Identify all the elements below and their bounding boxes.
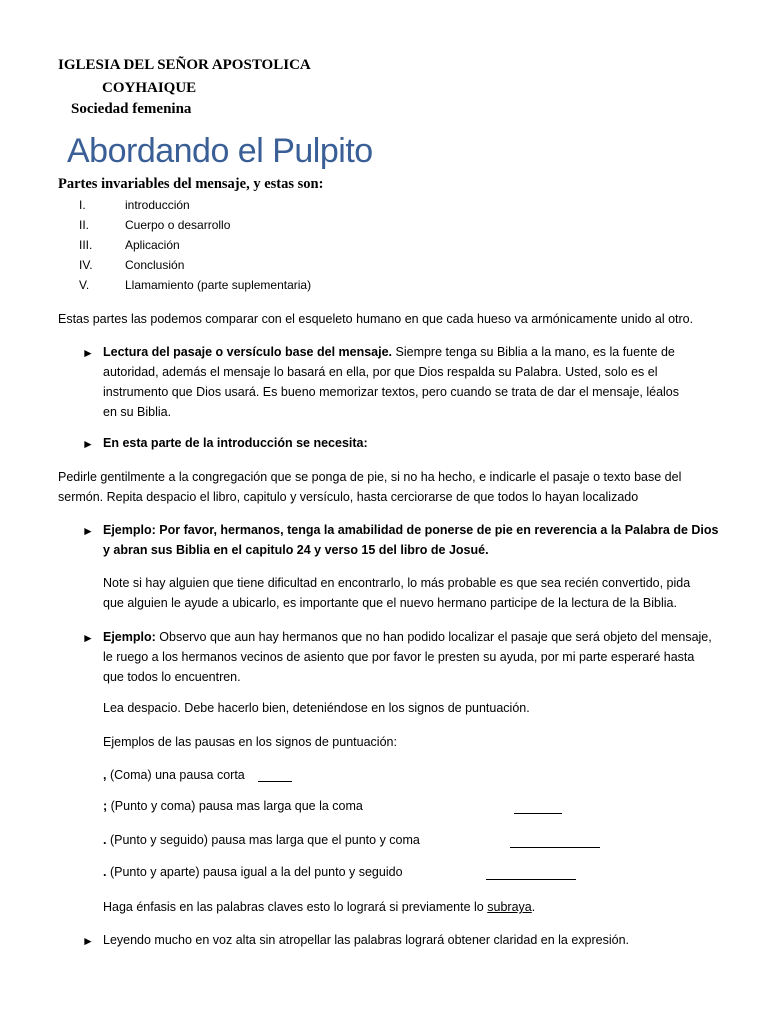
bullet-read-aloud: Leyendo mucho en voz alta sin atropellar las palabras logrará obtener claridad en la expresión. — [103, 933, 630, 947]
punctuation-mark: ; — [103, 799, 108, 813]
pause-paragraph — [103, 862, 403, 882]
bullet-text: Observo que aun hay hermanos que no han podido localizar el pasaje que será objeto del mensaje, le ruego a los hermanos vecinos de asiento que por favor le presten su ayuda, por mi parte esperaré hasta que todos lo encuentren. — [103, 630, 712, 684]
list-item-number: III. — [79, 238, 93, 252]
bullet-arrow-icon: ► — [82, 934, 94, 948]
bullet-arrow-icon: ► — [82, 524, 94, 538]
note-new-convert: Note si hay alguien que tiene dificultad en encontrarlo, lo más probable es que sea recién convertido, pida que alguien le ayude a ubicarlo, es importante que el nuevo hermano participe de la lectura de la Biblia. — [103, 576, 691, 610]
city-name: COYHAIQUE — [102, 80, 197, 96]
list-item-number: IV. — [79, 258, 93, 272]
bullet-reading-passage — [103, 342, 693, 422]
list-item-number: I. — [79, 198, 86, 212]
underlined-word: subraya — [487, 900, 532, 914]
document-title: Abordando el Pulpito — [67, 132, 373, 170]
paragraph-skeleton: Estas partes las podemos comparar con el esqueleto humano en que cada hueso va armónicamente unido al otro. — [58, 312, 694, 326]
punctuation-mark: . — [103, 865, 107, 879]
pause-semicolon — [103, 796, 363, 816]
pause-line — [510, 836, 600, 848]
read-slowly-text: Lea despacio. Debe hacerlo bien, deteniéndose en los signos de puntuación. — [103, 701, 530, 715]
list-item-text: Conclusión — [125, 258, 185, 272]
bullet-bold-text: Lectura del pasaje o versículo base del mensaje. — [103, 345, 393, 359]
pause-line — [258, 770, 292, 782]
church-name: IGLESIA DEL SEÑOR APOSTOLICA — [58, 57, 311, 73]
list-item-text: Llamamiento (parte suplementaria) — [125, 278, 312, 292]
pause-text: (Punto y coma) pausa mas larga que la coma — [107, 799, 363, 813]
bullet-introduction-needs: En esta parte de la introducción se necesita: — [103, 436, 368, 450]
bullet-arrow-icon: ► — [82, 631, 94, 645]
emphasis-text — [103, 897, 535, 917]
list-item-text: Cuerpo o desarrollo — [125, 218, 231, 232]
list-item-text: introducción — [125, 198, 190, 212]
pause-line — [486, 868, 576, 880]
bullet-example-stand: Ejemplo: Por favor, hermanos, tenga la amabilidad de ponerse de pie en reverencia a la Palabra de Dios y abran sus Biblia en el capitulo 24 y verso 15 del libro de Josué. — [103, 523, 719, 557]
list-item-text: Aplicación — [125, 238, 180, 252]
bullet-arrow-icon: ► — [82, 437, 94, 451]
bullet-example-help — [103, 627, 713, 687]
bullet-bold-text: Ejemplo: — [103, 630, 156, 644]
pause-examples-heading: Ejemplos de las pausas en los signos de puntuación: — [103, 735, 397, 749]
society-name: Sociedad femenina — [71, 101, 192, 117]
list-item-number: V. — [79, 278, 90, 292]
emphasis-post: . — [531, 900, 536, 914]
punctuation-mark: . — [103, 833, 107, 847]
pause-text: (Punto y aparte) pausa igual a la del punto y seguido — [106, 865, 403, 879]
parts-heading: Partes invariables del mensaje, y estas son: — [58, 176, 324, 192]
pause-text: (Coma) una pausa corta — [106, 768, 245, 782]
pause-period — [103, 830, 420, 850]
pause-text: (Punto y seguido) pausa mas larga que el punto y coma — [106, 833, 420, 847]
list-item-number: II. — [79, 218, 90, 232]
emphasis-pre: Haga énfasis en las palabras claves esto lo logrará si previamente lo — [103, 900, 488, 914]
pause-comma — [103, 765, 245, 785]
bullet-text: Siempre tenga su Biblia a la mano, es la fuente de autoridad, además el mensaje lo basará en ella, por que Dios respalda su Palabra. Usted, solo es el instrumento que Dios usará. Es bueno memorizar textos, pero cuando se trata de dar el mensaje, léalos en su Biblia. — [103, 345, 680, 419]
pause-line — [514, 802, 562, 814]
bullet-arrow-icon: ► — [82, 346, 94, 360]
paragraph-congregation: Pedirle gentilmente a la congregación que se ponga de pie, si no ha hecho, e indicarle el pasaje o texto base del sermón. Repita despacio el libro, capitulo y versículo, hasta cerciorarse de que todos lo hayan localizado — [58, 470, 682, 504]
punctuation-mark: , — [103, 768, 107, 782]
